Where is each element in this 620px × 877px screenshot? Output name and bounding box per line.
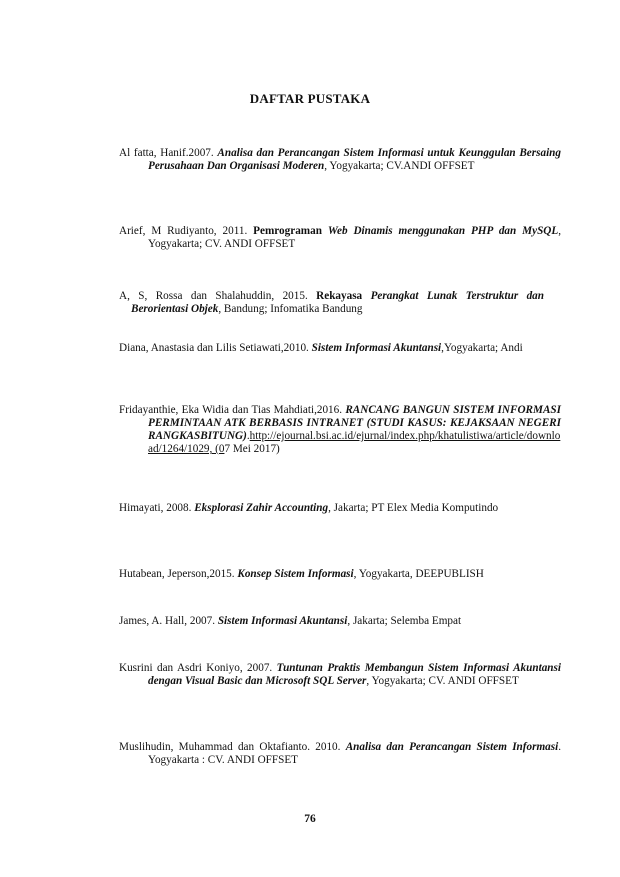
reference-publisher: , Yogyakarta; CV.ANDI OFFSET [324, 160, 475, 172]
reference-access-date: 7 Mei 2017) [224, 443, 280, 455]
reference-author-year: Arief, M Rudiyanto, 2011. [119, 225, 254, 237]
reference-link[interactable]: http://ejournal.bsi.ac.id/ejurnal/index.php/khatulistiwa/article/download/1264/1029, (0 [148, 430, 561, 455]
reference-publisher: , Bandung; Infomatika Bandung [218, 303, 363, 315]
reference-author-year: Muslihudin, Muhammad dan Oktafianto. 2010. [119, 741, 346, 753]
reference-publisher: , Yogyakarta; CV. ANDI OFFSET [366, 675, 519, 687]
reference-title-plain: Rekayasa [316, 290, 371, 302]
reference-entry [119, 568, 561, 581]
reference-title: RANCANG BANGUN SISTEM INFORMASI PERMINTAAN ATK BERBASIS INTRANET (STUDI KASUS: KEJAKSAAN NEGERI RANGKASBITUNG) [148, 404, 561, 442]
reference-entry [119, 741, 561, 767]
reference-entry [119, 290, 544, 316]
reference-entry [119, 225, 561, 251]
reference-title: Analisa dan Perancangan Sistem Informasi [345, 741, 559, 753]
reference-title: Sistem Informasi Akuntansi [217, 615, 348, 627]
reference-publisher: , Jakarta; PT Elex Media Komputindo [328, 502, 499, 514]
reference-entry [119, 342, 561, 355]
reference-author-year: Himayati, 2008. [119, 502, 195, 514]
reference-publisher: , Jakarta; Selemba Empat [347, 615, 462, 627]
reference-title: Analisa dan Perancangan Sistem Informasi untuk Keunggulan Bersaing Perusahaan Dan Organisasi Moderen [148, 147, 561, 172]
page-title: DAFTAR PUSTAKA [249, 91, 371, 106]
reference-author-year: James, A. Hall, 2007. [119, 615, 218, 627]
reference-title: Konsep Sistem Informasi [237, 568, 354, 580]
reference-entry [119, 502, 561, 515]
reference-entry [119, 147, 561, 173]
reference-author-year: A, S, Rossa dan Shalahuddin, 2015. [119, 290, 317, 302]
reference-publisher: ,Yogyakarta; Andi [441, 342, 523, 354]
reference-title: Tuntunan Praktis Membangun Sistem Informasi Akuntansi dengan Visual Basic dan Microsoft SQL Server [148, 662, 561, 687]
reference-punctuation: . [246, 430, 250, 442]
reference-title: Web Dinamis menggunakan PHP dan MySQL [327, 225, 559, 237]
reference-author-year: Diana, Anastasia dan Lilis Setiawati,2010. [119, 342, 312, 354]
reference-entry [119, 662, 561, 688]
reference-author-year: Al fatta, Hanif.2007. [119, 147, 218, 159]
reference-title: Perangkat Lunak Terstruktur dan Berorientasi Objek [131, 290, 544, 315]
reference-publisher: , Yogyakarta, DEEPUBLISH [353, 568, 484, 580]
reference-entry [119, 615, 561, 628]
reference-author-year: Fridayanthie, Eka Widia dan Tias Mahdiati,2016. [119, 404, 346, 416]
reference-author-year: Hutabean, Jeperson,2015. [119, 568, 238, 580]
reference-publisher: . Yogyakarta : CV. ANDI OFFSET [148, 741, 561, 766]
reference-title: Sistem Informasi Akuntansi [311, 342, 442, 354]
reference-entry [119, 404, 561, 456]
reference-publisher: , Yogyakarta; CV. ANDI OFFSET [148, 225, 562, 250]
reference-title-plain: Pemrograman [253, 225, 328, 237]
reference-title: Eksplorasi Zahir Accounting [194, 502, 329, 514]
reference-author-year: Kusrini dan Asdri Koniyo, 2007. [119, 662, 277, 674]
page-number: 76 [304, 813, 316, 825]
